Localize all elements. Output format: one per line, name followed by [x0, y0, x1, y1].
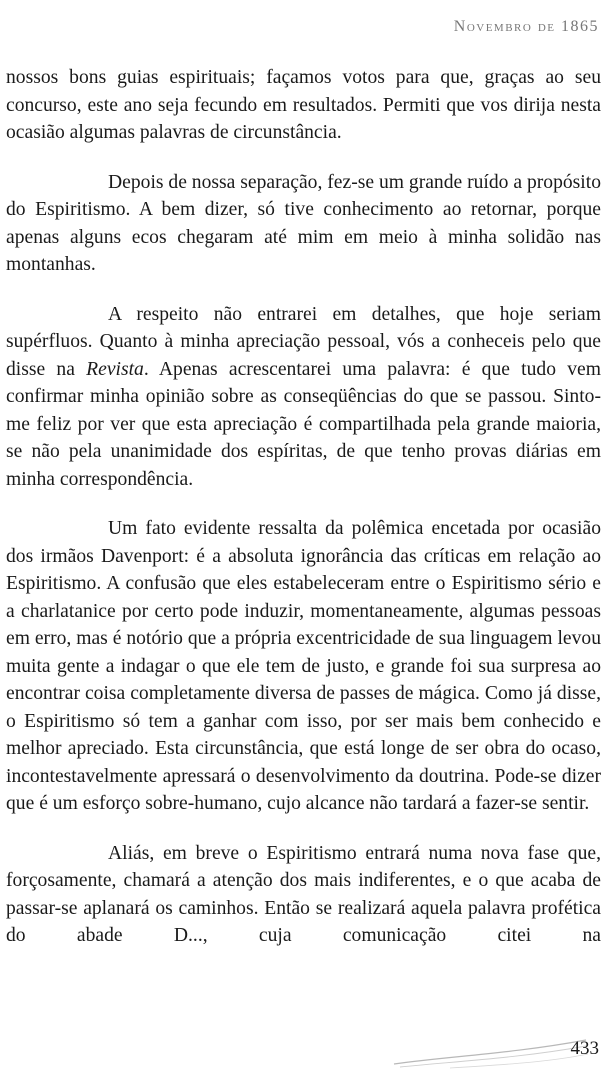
paragraph-2 [6, 169, 601, 279]
footer-swoosh-ornament [390, 1034, 590, 1070]
paragraph-3 [6, 301, 601, 494]
running-header: Novembro de 1865 [453, 18, 599, 35]
page-number: 433 [570, 1038, 599, 1059]
page-body [6, 64, 601, 950]
paragraph-5 [6, 840, 601, 950]
text-run: Depois de nossa separação, fez-se um grande ruído a propósito do Espiritismo. A bem dizer, só tive conhecimento ao retornar, porque apenas alguns ecos chegaram até mim em meio à minha solidão nas montanhas. [6, 171, 601, 275]
paragraph-1 [6, 64, 601, 147]
text-run: . Apenas acrescentarei uma palavra: é que tudo vem confirmar minha opinião sobre as conseqüências do que se passou. Sinto-me feliz por ver que esta apreciação é compartilhada pela grande maioria, se não pela unanimidade dos espíritas, de que tenho provas diárias em minha correspondência. [6, 358, 601, 490]
text-run: Aliás, em breve o Espiritismo entrará numa nova fase que, forçosamente, chamará a atenção dos mais indiferentes, e o que acaba de passar-se aplanará os caminhos. Então se realizará aquela palavra profética do abade D..., cuja comunicação citei na [6, 842, 601, 946]
italic-text: Revista [86, 358, 144, 380]
text-run: Um fato evidente ressalta da polêmica encetada por ocasião dos irmãos Davenport: é a absoluta ignorância das críticas em relação ao Espiritismo. A confusão que eles estabeleceram entre o Espiritismo sério e a charlatanice por certo pode induzir, momentaneamente, algumas pessoas em erro, mas é notório que a própria excentricidade de sua linguagem levou muita gente a indagar o que ele tem de justo, e grande foi sua surpresa ao encontrar coisa completamente diversa de passes de mágica. Como já disse, o Espiritismo só tem a ganhar com isso, por ser mais bem conhecido e melhor apreciado. Esta circunstância, que está longe de ser obra do ocaso, incontestavelmente apressará o desenvolvimento da doutrina. Pode-se dizer que é um esforço sobre-humano, cujo alcance não tardará a fazer-se sentir. [6, 518, 601, 814]
page-footer [0, 1030, 607, 1072]
text-run: A respeito não entrarei em detalhes, que hoje seriam supérfluos. Quanto à minha apreciação pessoal, vós a conheceis pelo que disse na [6, 303, 601, 380]
paragraph-4 [6, 515, 601, 818]
text-run: nossos bons guias espirituais; façamos votos para que, graças ao seu concurso, este ano seja fecundo em resultados. Permiti que vos dirija nesta ocasião algumas palavras de circunstância. [6, 67, 601, 143]
